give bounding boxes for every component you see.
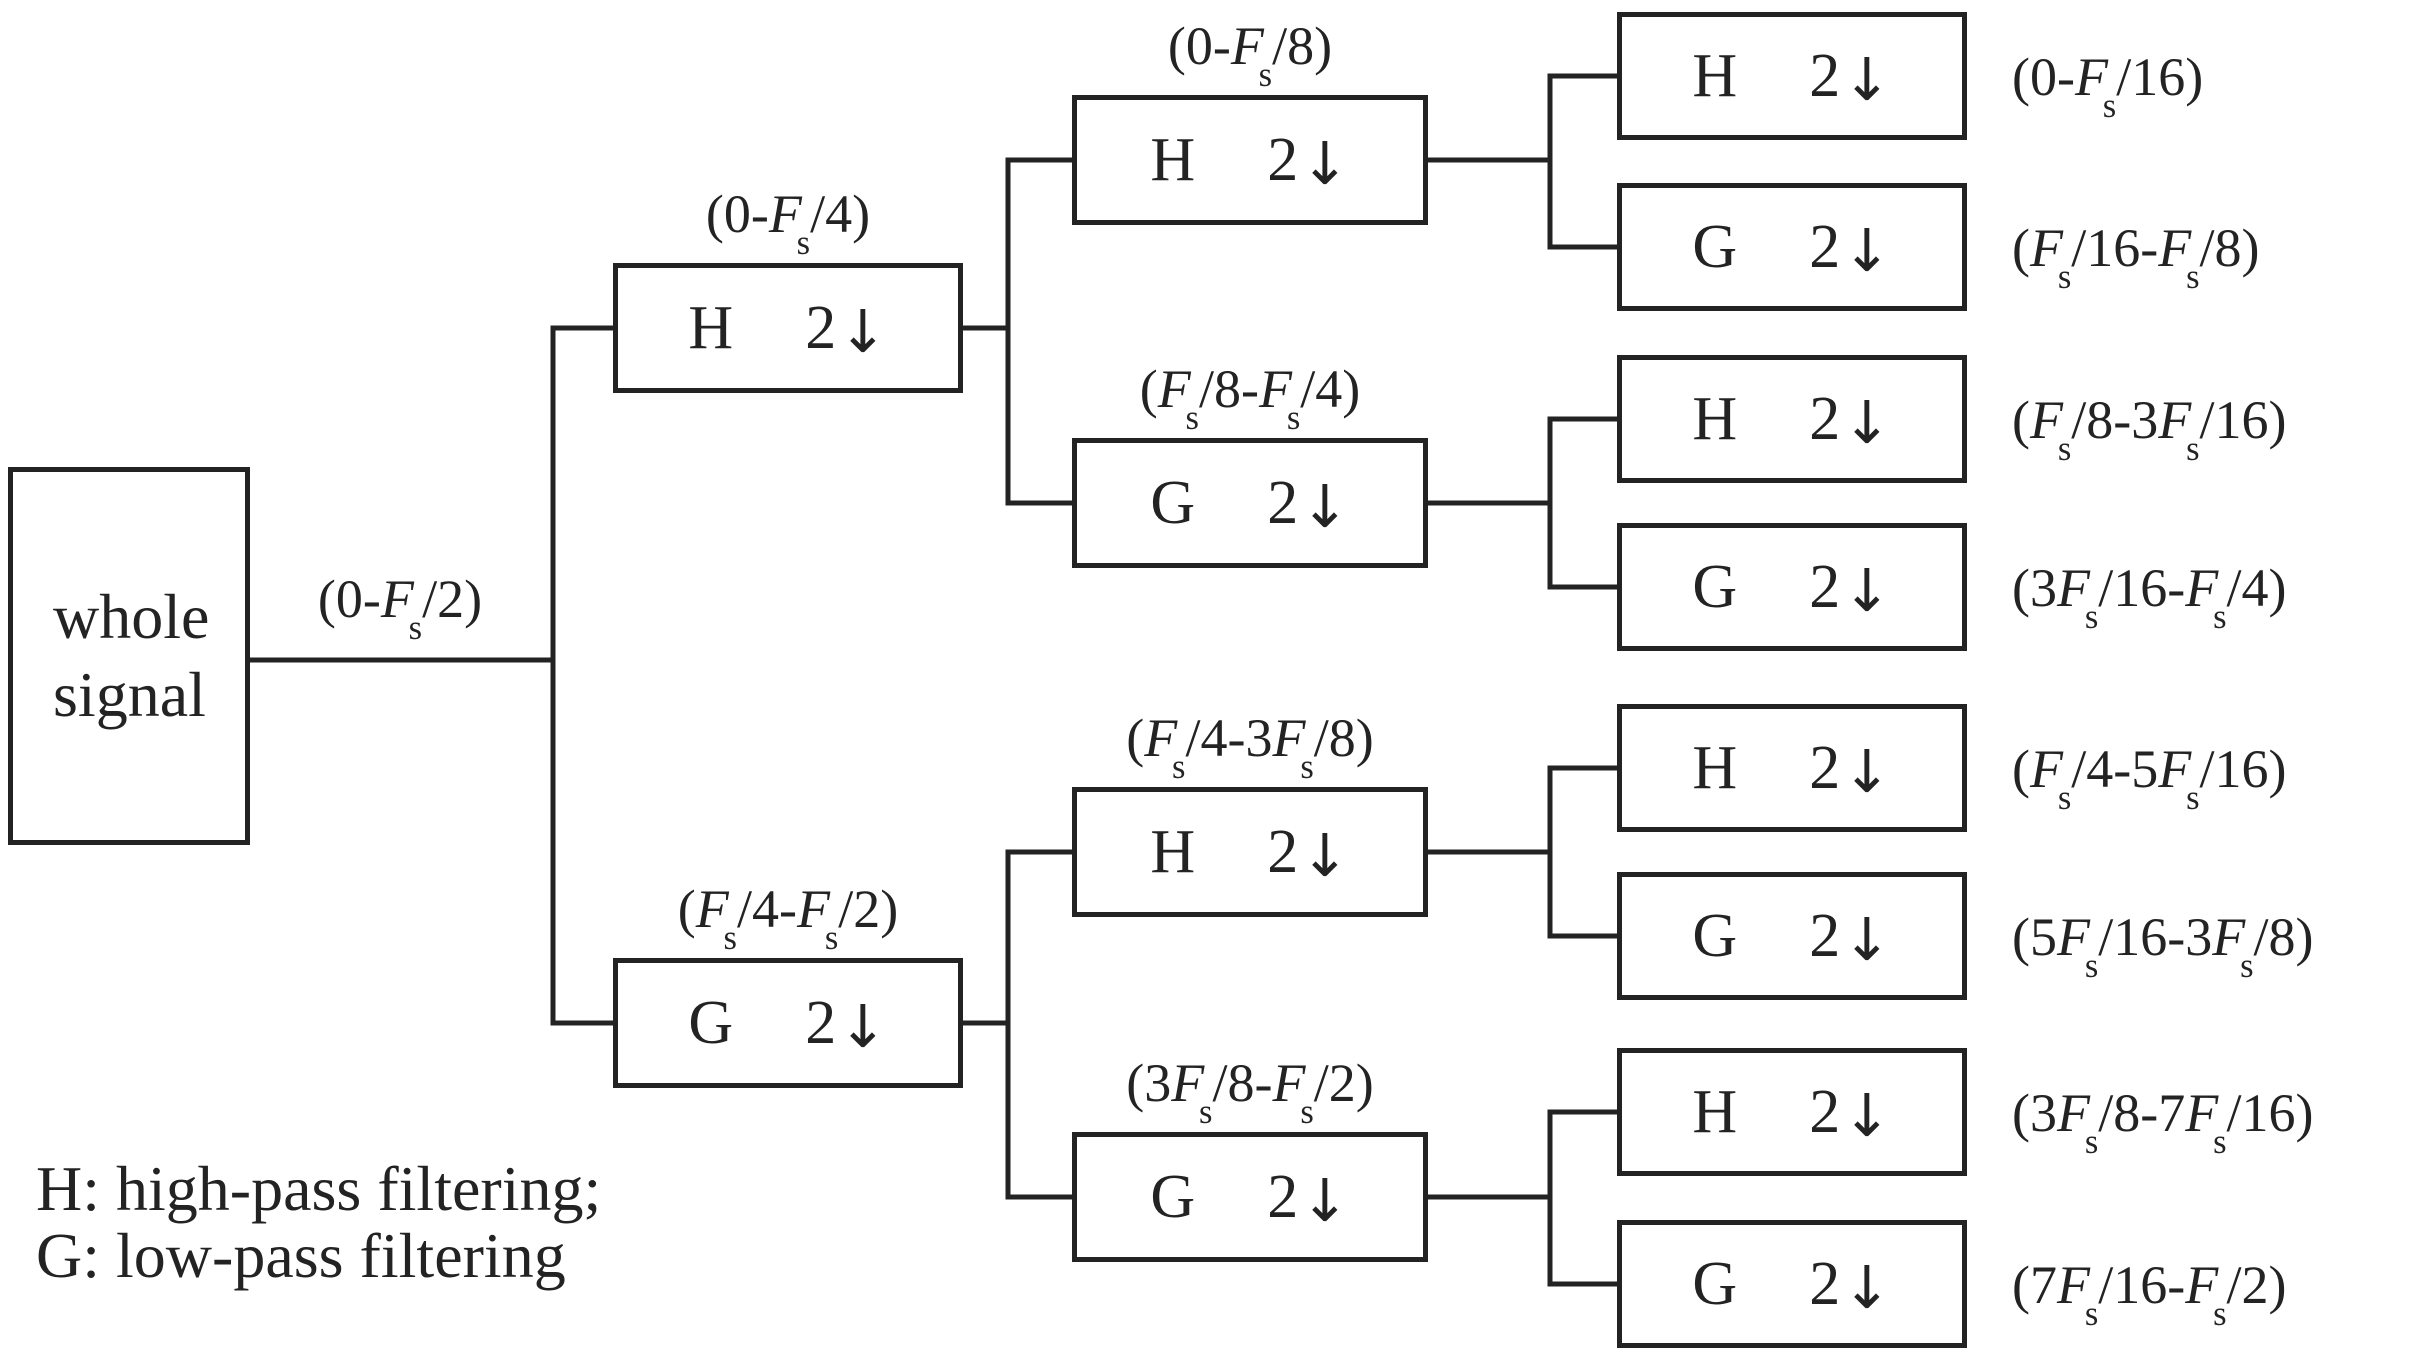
fs-subscript: s [2213,598,2227,637]
output-band-label-l3-g4: $(7F_s/16-F_s/2)$ [2012,1254,2287,1334]
filter-box-l3-h4 [1617,1048,1967,1176]
fs-symbol: F [2074,46,2108,107]
fs-subscript: s [796,224,811,263]
downsample-label [1267,469,1350,541]
downsample-factor: 2 [805,294,837,362]
fs-subscript: s [723,919,737,958]
fs-symbol: F [695,879,729,939]
downsample-factor: 2 [1809,213,1841,281]
filter-box-l3-g3 [1617,872,1967,1000]
fs-symbol: F [2056,557,2090,618]
fs-subscript: s [1172,748,1186,787]
whole-signal-line2: signal [53,659,206,730]
fs-subscript: s [2057,430,2072,469]
down-arrow-icon: ↓ [838,992,888,1061]
downsample-label [1809,734,1892,806]
downsample-label [1809,213,1892,285]
band-label-l2-g2: $(3F_s/8-F_s/2)$ [1126,1053,1374,1132]
fs-subscript: s [2084,598,2099,637]
downsample-label [1809,1250,1892,1322]
downsample-factor: 2 [1809,385,1841,453]
downsample-factor: 2 [1809,553,1841,621]
down-arrow-icon: ↓ [1300,129,1350,198]
down-arrow-icon: ↓ [1842,45,1892,114]
band-label-root: $(0-F_s/2)$ [317,569,483,648]
filter-box-l3-g1 [1617,183,1967,311]
filter-letter: G [1692,553,1738,621]
downsample-factor: 2 [1809,1078,1841,1146]
fs-subscript: s [1199,1093,1213,1132]
filter-box-l3-h2 [1617,355,1967,483]
down-arrow-icon: ↓ [1842,1081,1892,1150]
fs-symbol: F [2029,217,2063,278]
fs-subscript: s [2084,947,2099,986]
downsample-factor: 2 [1809,1250,1841,1318]
down-arrow-icon: ↓ [1842,216,1892,285]
whole-signal-line1: whole [53,580,210,652]
fs-symbol: F [1230,16,1264,76]
fs-subscript: s [2102,87,2117,126]
downsample-label [1809,385,1892,457]
down-arrow-icon: ↓ [1842,388,1892,457]
down-arrow-icon: ↓ [1842,737,1892,806]
fs-symbol: F [796,879,830,939]
fs-symbol: F [2158,738,2192,799]
down-arrow-icon: ↓ [1300,821,1350,890]
filter-letter: G [1692,902,1738,970]
band-label-l2-h2: $(F_s/4-3F_s/8)$ [1126,708,1374,787]
fs-symbol: F [2029,389,2063,450]
fs-symbol: F [2056,1254,2090,1315]
filter-box-l3-g2 [1617,523,1967,651]
legend-high-pass: H: high-pass filtering; [36,1153,602,1224]
down-arrow-icon: ↓ [1300,1166,1350,1235]
downsample-factor: 2 [1267,469,1299,537]
fs-symbol: F [2158,389,2192,450]
downsample-factor: 2 [1267,1163,1299,1231]
downsample-label [1267,1163,1350,1235]
filter-box-l2-g2 [1072,1132,1428,1262]
downsample-label [805,294,888,366]
fs-subscript: s [2240,947,2254,986]
downsample-factor: 2 [805,989,837,1057]
fs-symbol: F [2185,1254,2219,1315]
down-arrow-icon: ↓ [1842,1253,1892,1322]
filter-letter: G [1692,1250,1738,1318]
fs-subscript: s [1185,399,1199,438]
filter-letter: H [688,294,734,362]
output-band-label-l3-h4: $(3F_s/8-7F_s/16)$ [2012,1082,2314,1162]
output-band-label-l3-g2: $(3F_s/16-F_s/4)$ [2012,557,2287,637]
fs-symbol: F [2056,906,2090,967]
fs-symbol: F [1144,708,1178,768]
fs-subscript: s [2084,1123,2099,1162]
downsample-label [1809,1078,1892,1150]
fs-subscript: s [2186,258,2200,297]
output-band-label-l3-h2: $(F_s/8-3F_s/16)$ [2012,389,2287,469]
fs-subscript: s [2084,1295,2099,1334]
fs-symbol: F [1157,359,1191,419]
legend [36,1153,602,1291]
filter-letter: G [1150,1163,1196,1231]
fs-symbol: F [1258,359,1292,419]
filter-letter: H [1692,42,1738,110]
fs-subscript: s [1300,748,1314,787]
downsample-factor: 2 [1809,42,1841,110]
filter-letter: H [1692,385,1738,453]
fs-subscript: s [1258,56,1273,95]
fs-symbol: F [1272,708,1306,768]
filter-letter: H [1692,734,1738,802]
band-label-l1-g: $(F_s/4-F_s/2)$ [677,879,899,958]
fs-symbol: F [380,569,414,629]
filter-box-l3-h3 [1617,704,1967,832]
fs-symbol: F [2185,1082,2219,1143]
downsample-label [1809,42,1892,114]
output-band-label-l3-g1: $(F_s/16-F_s/8)$ [2012,217,2260,297]
filter-box-l3-h1 [1617,12,1967,140]
down-arrow-icon: ↓ [1842,556,1892,625]
fs-symbol: F [2158,217,2192,278]
downsample-factor: 2 [1809,902,1841,970]
fs-symbol: F [768,184,802,244]
fs-subscript: s [2057,258,2072,297]
fs-subscript: s [2186,430,2200,469]
fs-symbol: F [2212,906,2246,967]
fs-subscript: s [2213,1123,2227,1162]
output-band-label-l3-h1: $(0-F_s/16)$ [2012,46,2204,126]
fs-subscript: s [408,609,423,648]
filter-box-l1-h [613,263,963,393]
filter-box-l2-g1 [1072,438,1428,568]
whole-signal-box [8,467,250,845]
down-arrow-icon: ↓ [1300,472,1350,541]
downsample-label [1267,126,1350,198]
fs-symbol: F [2056,1082,2090,1143]
filter-box-l3-g4 [1617,1220,1967,1348]
fs-symbol: F [2185,557,2219,618]
output-band-label-l3-g3: $(5F_s/16-3F_s/8)$ [2012,906,2314,986]
fs-symbol: F [1272,1053,1306,1113]
downsample-label [805,989,888,1061]
fs-subscript: s [1286,399,1301,438]
fs-subscript: s [2213,1295,2227,1334]
downsample-label [1809,902,1892,974]
output-band-label-l3-h3: $(F_s/4-5F_s/16)$ [2012,738,2287,818]
fs-symbol: F [1171,1053,1205,1113]
fs-symbol: F [2029,738,2063,799]
band-label-l2-h1: $(0-F_s/8)$ [1167,16,1333,95]
down-arrow-icon: ↓ [1842,905,1892,974]
filter-letter: H [1692,1078,1738,1146]
fs-subscript: s [2186,779,2200,818]
band-label-l2-g1: $(F_s/8-F_s/4)$ [1139,359,1361,438]
filter-box-l2-h2 [1072,787,1428,917]
filter-box-l1-g [613,958,963,1088]
filter-box-l2-h1 [1072,95,1428,225]
tree-connector-path [250,76,1617,1284]
downsample-factor: 2 [1809,734,1841,802]
downsample-factor: 2 [1267,126,1299,194]
down-arrow-icon: ↓ [838,297,888,366]
downsample-factor: 2 [1267,818,1299,886]
filter-letter: G [688,989,734,1057]
filter-letter: G [1150,469,1196,537]
filter-letter: H [1150,818,1196,886]
fs-subscript: s [824,919,839,958]
filter-letter: G [1692,213,1738,281]
legend-low-pass: G: low-pass filtering [36,1219,566,1291]
downsample-label [1267,818,1350,890]
fs-subscript: s [1300,1093,1314,1132]
band-label-l1-h: $(0-F_s/4)$ [705,184,871,263]
filter-letter: H [1150,126,1196,194]
downsample-label [1809,553,1892,625]
fs-subscript: s [2057,779,2072,818]
